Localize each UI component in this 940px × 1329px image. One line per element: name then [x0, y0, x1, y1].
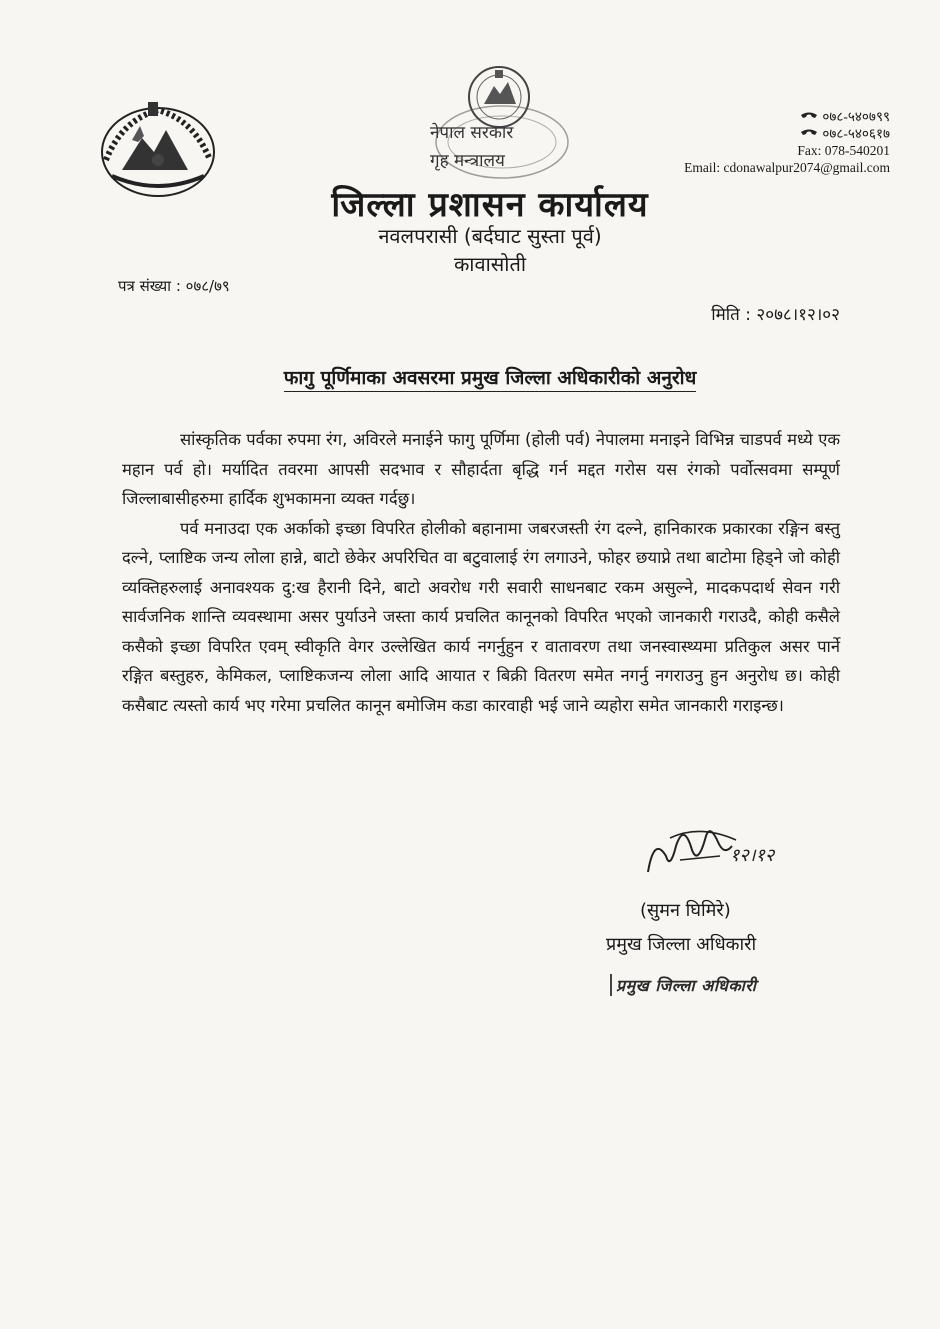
office-stamp-icon	[420, 100, 580, 190]
telephone-icon	[800, 129, 818, 138]
phone-row-2	[684, 125, 890, 142]
office-title: जिल्ला प्रशासन कार्यालय	[331, 185, 649, 225]
ministry-label: गृह मन्त्रालय	[430, 151, 505, 171]
district-label: नवलपरासी (बर्दघाट सुस्ता पूर्व)	[378, 224, 602, 248]
subject-text: फागु पूर्णिमाका अवसरमा प्रमुख जिल्ला अधिकारीको अनुरोध	[284, 367, 697, 392]
reference-number: पत्र संख्या : ०७८/७९	[118, 277, 230, 295]
phone-number-1: ०७८-५४०७९९	[822, 109, 890, 124]
telephone-icon	[800, 112, 818, 121]
signatory-title: प्रमुख जिल्ला अधिकारी	[606, 934, 757, 955]
town-label: कावासोती	[453, 252, 527, 276]
fax-number: Fax: 078-540201	[797, 143, 890, 158]
signatory-name: (सुमन घिमिरे)	[640, 900, 731, 921]
body-paragraph-1: सांस्कृतिक पर्वका रुपमा रंग, अविरले मनाईने फागु पूर्णिमा (होली पर्व) नेपालमा मनाइने विभिन्न चाडपर्व मध्ये एक महान पर्व हो। मर्यादित तवरमा आपसी सदभाव र सौहार्दता बृद्धि गर्न मद्दत गरोस यस रंगको पर्वोत्सवमा सम्पूर्ण जिल्लाबासीहरुमा हार्दिक शुभकामना व्यक्त गर्दछु।	[122, 430, 840, 508]
letter-date: मिति : २०७८।१२।०२	[711, 305, 840, 325]
government-label: नेपाल सरकार	[430, 123, 514, 143]
letter-body	[122, 425, 840, 720]
contact-block	[684, 108, 890, 176]
email-address: Email: cdonawalpur2074@gmail.com	[684, 160, 890, 175]
body-paragraph-2: पर्व मनाउदा एक अर्काको इच्छा विपरित होलीको बहानामा जबरजस्ती रंग दल्ने, हानिकारक प्रकारका रङ्गिन बस्तु दल्ने, प्लाष्टिक जन्य लोला हान्ने, बाटो छेकेर अपरिचित वा बटुवालाई रंग लगाउने, फोहर छयाप्ने तथा बाटोमा हिड्ने जो कोही व्यक्तिहरुलाई अनावश्यक दु:ख हैरानी दिने, बाटो अवरोध गरी सवारी साधनबाट रकम असुल्ने, मादकपदार्थ सेवन गरी सार्वजनिक शान्ति व्यवस्थामा असर पुर्याउने जस्ता कार्य प्रचलित कानूनको विपरित भएको जानकारी गराउदै, कोही कसैले कसैको इच्छा विपरित एवम् स्वीकृति वेगर उल्लेखित कार्य नगर्नुहुन र वातावरण तथा जनस्वास्थ्यमा प्रतिकुल असर पार्ने रङ्गित बस्तुहरु, केमिकल, प्लाष्टिकजन्य लोला आदि आयात र बिक्री वितरण समेत नगर्नु नगराउनु हुन अनुरोध छ। कोही कसैबाट त्यस्तो कार्य भए गरेमा प्रचलित कानून बमोजिम कडा कारवाही भई जाने व्यहोरा समेत जानकारी गराइन्छ।	[122, 518, 840, 715]
phone-row-1	[684, 108, 890, 125]
phone-number-2: ०७८-५४०६१७	[822, 126, 890, 141]
subject-line	[0, 364, 940, 390]
designation-stamp: प्रमुख जिल्ला अधिकारी	[610, 974, 756, 996]
signature-date: १२।१२	[730, 845, 775, 866]
